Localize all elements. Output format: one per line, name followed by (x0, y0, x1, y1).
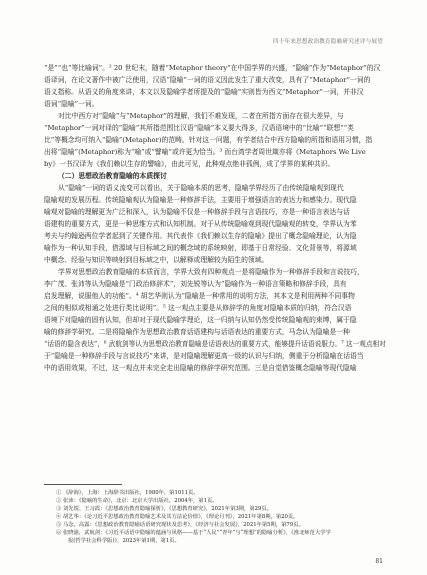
footnote (56, 521, 390, 529)
paragraph (44, 110, 386, 170)
paragraph (44, 266, 386, 374)
text-line: 喻观对隐喻的理解更为广泛和深入，认为隐喻不仅是一种修辞手段与言语技巧，亦是一种语言表达与话 (44, 208, 350, 217)
footnote-divider (44, 484, 122, 485)
text-line: 从“隐喻”一词的语义流变可以看出，关于隐喻本质的思考，隐喻学界经历了由传统隐喻观到现代 (58, 184, 344, 193)
text-line: 于“隐喻是一种修辞手段与言说技巧”来讲，是对隐喻理解更高一级的认识与归纳，侧重于分析隐喻在话语当 (44, 352, 364, 361)
text-line: “是”“也”等比喻词”。² 20 世纪末，随着“Metaphor theory”在中国学界的兴盛，“隐喻”作为“Metaphor”的汉 (44, 64, 381, 72)
section-heading: （二）思想政治教育隐喻的本质探讨 (58, 172, 167, 181)
footnote-line (56, 529, 390, 537)
body-text (44, 62, 386, 374)
text-line: 李广茂、张沛等认为隐喻是“门政治修辞术”，刘先锐等认为“隐喻作为一种语言策略和修辞手段，具有 (44, 280, 347, 289)
text-line: “话语的隐含表达”，⁶ 武航剑等认为思想政治教育隐喻是话语表达的重要方式，能够提升话语说服力。⁷ 这一观点相对 (44, 340, 386, 349)
footnote-marker: ① (56, 490, 62, 496)
footnote-marker: ⑤ (56, 522, 62, 529)
footnote-text: 《辞海》，上海：上海辞书出版社，1980年，第1011页。 (63, 490, 199, 496)
text-line: 语义指称。从语义的角度来讲，本文以及隐喻学者所提及的“隐喻”实则皆为西文“Metaphor”一词，并非汉 (44, 88, 364, 97)
text-line: 启发理解，说服他人的功能”。⁴ 胡艺华则认为“隐喻是一种常用的说明方法，其本文是利用两种不同事物 (44, 292, 355, 301)
text-line: 喻的修辞学研究。二是将隐喻作为思想政治教育话语建构与话语表达的重要方式，马念认为隐喻是一种 (44, 328, 350, 337)
text-line: 喻作为一种认知手段，借源域与目标域之间的概念域的系统映射，即基于日常经验、文化背景等，将源域 (44, 244, 357, 253)
footnote (56, 497, 390, 505)
footnote-marker: ③ (56, 506, 62, 513)
footnote (56, 489, 390, 497)
paragraph (44, 62, 386, 110)
text-line: 出将“隐喻”(Metaphor)称为“喻”或“譬喻”或许更为恰当。³ 而台湾学者周世箴亦将《Metaphors We Live (44, 148, 366, 157)
paragraph (44, 182, 386, 266)
footnote-text: 马念，高露：《思想政治教育隐喻话语研究现状及思考》，《经济与社会发展》，2021年第5期，第79页。 (63, 522, 304, 529)
footnote-text: 张沛：《隐喻的生命》，北京：北京大学出版社，2004年，第1页。 (63, 498, 218, 505)
running-head: 四十年来思想政治教育隐喻研究述评与展望 (272, 39, 383, 45)
footnote-line (56, 505, 390, 513)
footnote-text: 胡艺华：《论习近平思想政治教育隐喻艺术及其方法论价值》，《理论月刊》，2021年第8期，第20页。 (63, 514, 299, 521)
text-line: 语译词，在论文著作中被广泛使用，汉语“隐喻”一词的语义因此发生了重大改变，具有了“Metaphor”一词的 (44, 76, 371, 85)
footnote-line: 报(哲学社会科学版)》，2023年第1期，第1页。 (68, 538, 180, 545)
text-line: 语建构的重要方式，更是一种思维方式和认知机制。对于从传统隐喻观到现代隐喻观的转变，学界认为苯 (44, 220, 357, 229)
text-line: 语境下对隐喻的固有认知，但却对于现代隐喻学理论，这一归纳与认知仍然受传统隐喻观的束缚，属于隐 (44, 316, 357, 325)
footnote (56, 513, 390, 521)
text-line: 隐喻观的发展历程。传统隐喻观认为隐喻是一种修辞手法，主要用于增强语言的表达力和感染力。现代隐 (44, 196, 357, 205)
text-line: 学界对思想政治教育隐喻的本质而言，学界大致有四种观点一是将隐喻作为一种修辞手段和言说技巧， (58, 268, 364, 277)
text-line: 之间的相似或相通之处进行类比说明”。⁵ 这一观点主要是从修辞学的角度对隐喻本质的归纳，符合汉语 (44, 304, 352, 313)
footnote-line (56, 513, 390, 521)
page-number: 81 (375, 558, 383, 565)
text-line: by》一书汉译为《我们赖以生存的譬喻》，由此可见，此种观点绝非孤例，成了学界的某种共识。 (44, 160, 335, 169)
text-line: 比”等概念均可纳入“隐喻”(Metaphor)的范畴。针对这一问题，有学者结合中西方隐喻的所指和语用习惯，指 (44, 136, 373, 145)
footnote-marker: ⑥ (56, 530, 62, 537)
footnote-line (56, 489, 390, 497)
text-line: 中概念、经验与知识等映射到目标域之中，以解释或理解较为陌生的领域。 (44, 256, 269, 265)
footnotes (56, 489, 390, 545)
footnote-marker: ② (56, 498, 62, 505)
text-line: 对比中西方对“隐喻”与“Metaphor”的理解，我们不难发现，二者在所指方面存在很大差异，与 (58, 112, 344, 121)
text-line: 考夫与约翰逊两位学者起到了关键作用。其代表作《我们赖以生存的隐喻》提出了概念隐喻理论，认为隐 (44, 232, 357, 241)
text-line: 中的语用效果，不过，这一观点并未完全走出隐喻的修辞学研究范围。三是自觉借鉴概念隐喻等现代隐喻 (44, 364, 357, 373)
text-line: 语词“隐喻”一词。 (44, 100, 99, 109)
footnote-text: 张晓渝，武航剑：《习近平话语中隐喻的蕴涵与风格——基于“人民”“青年”与“理想”的隐喻分析》，《淮北师范大学学 (63, 530, 331, 537)
footnote-line (56, 497, 390, 505)
footnote (56, 529, 390, 545)
text-line: “Metaphor”一词对译的“隐喻”其所指范围比汉语“隐喻”本义要大得多，汉语语境中的“比喻”“联想”“类 (44, 124, 354, 133)
footnote-text: 刘先锐、王习霞：《思想政治教育隐喻探析》，《思想教育研究》，2021年第3期，第29页。 (63, 506, 272, 513)
footnote-marker: ④ (56, 514, 62, 521)
footnote-line (56, 521, 390, 529)
footnote (56, 505, 390, 513)
